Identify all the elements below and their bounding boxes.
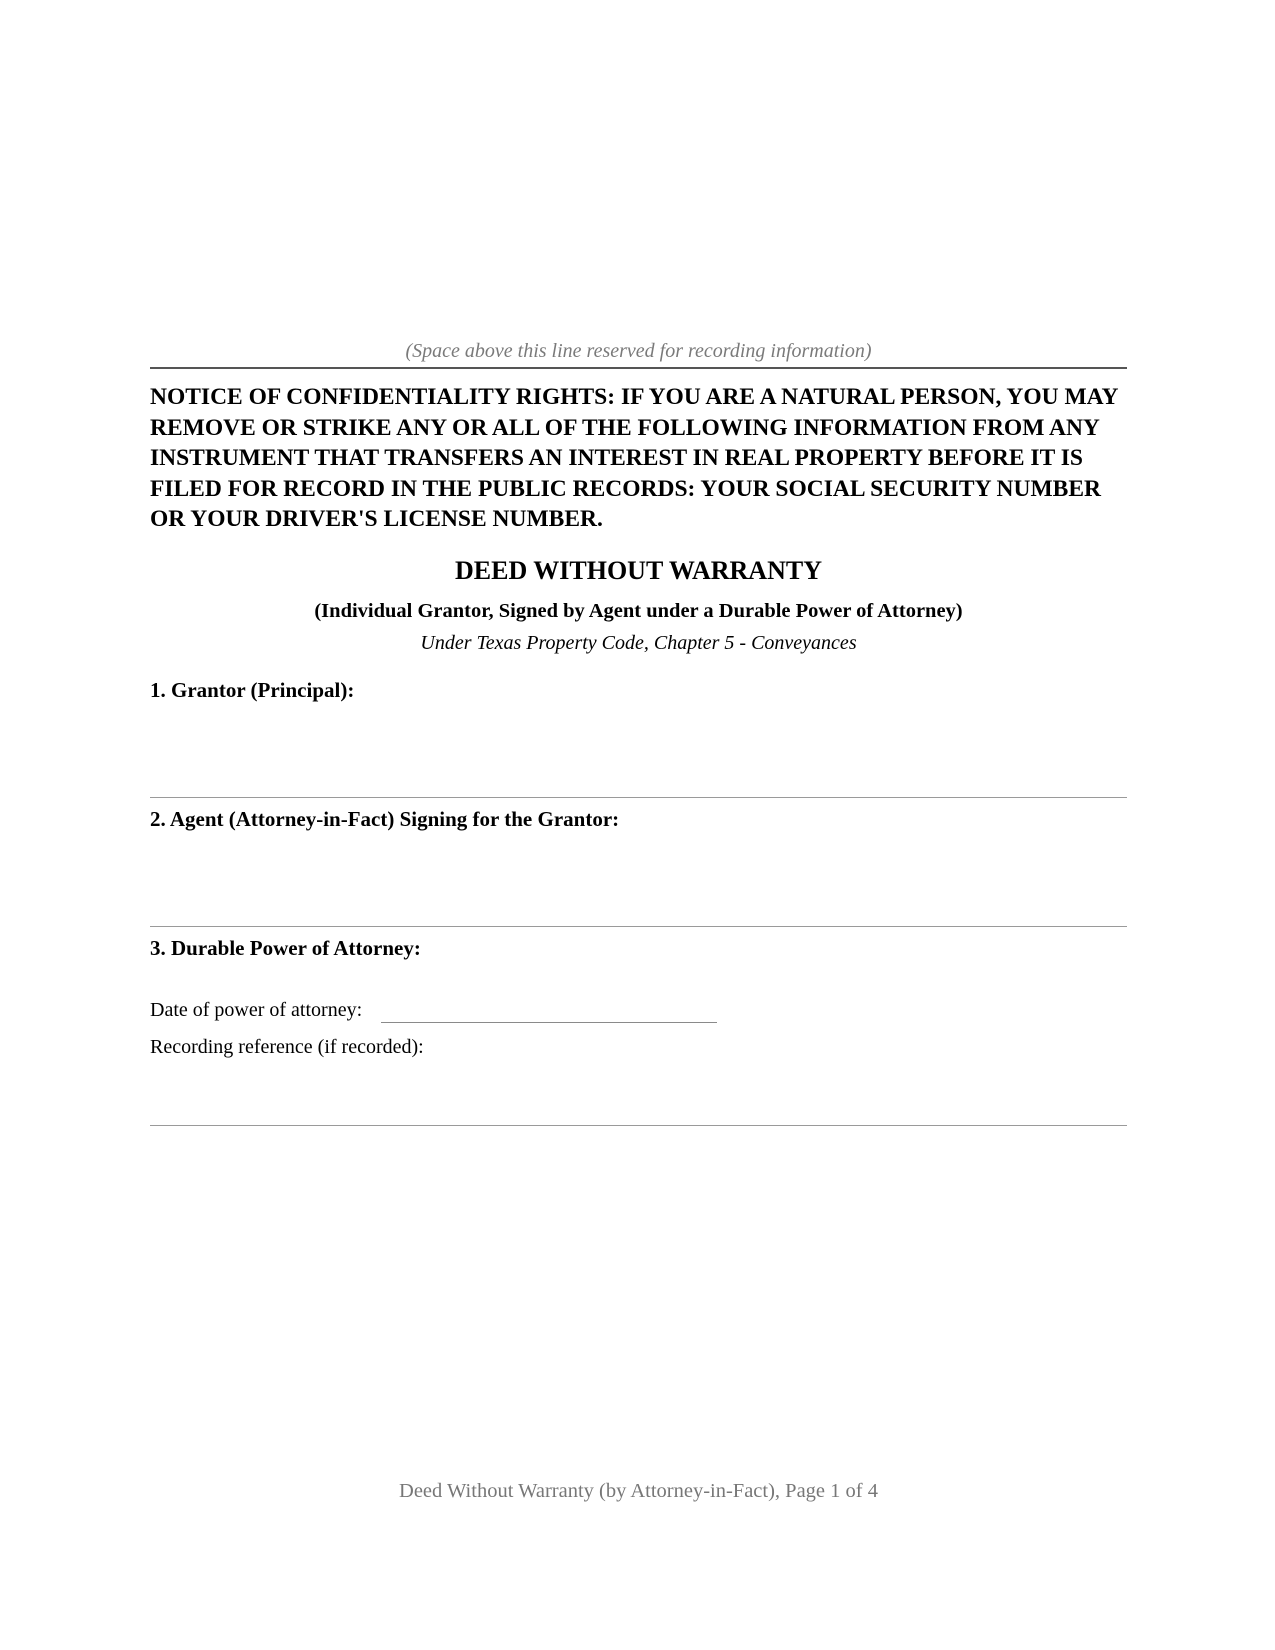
statutory-authority: Under Texas Property Code, Chapter 5 - Conveyances (420, 632, 857, 654)
recording-divider (150, 367, 1127, 369)
grantor-entry-line[interactable] (150, 797, 1127, 798)
poa-date-field[interactable] (381, 1022, 717, 1023)
agent-entry-line[interactable] (150, 926, 1127, 927)
poa-date-label: Date of power of attorney: (150, 999, 363, 1021)
confidentiality-notice: NOTICE OF CONFIDENTIALITY RIGHTS: IF YOU ARE A NATURAL PERSON, YOU MAY REMOVE OR STRIKE ANY OR ALL OF THE FOLLOWING INFORMATION FROM ANY INSTRUMENT THAT TRANSFERS AN INTEREST IN REAL PROPERTY BEFORE IT IS FILED FOR RECORD IN THE PUBLIC RECORDS: YOUR SOCIAL SECURITY NUMBER OR YOUR DRIVER'S LICENSE NUMBER. (150, 384, 1118, 532)
page-footer: Deed Without Warranty (by Attorney-in-Fact), Page 1 of 4 (399, 1480, 878, 1502)
recording-space-note: (Space above this line reserved for recording information) (405, 340, 872, 362)
document-title: DEED WITHOUT WARRANTY (455, 556, 822, 585)
recording-reference-label: Recording reference (if recorded): (150, 1036, 424, 1058)
document-subtitle: (Individual Grantor, Signed by Agent under a Durable Power of Attorney) (314, 600, 963, 622)
grantor-heading: 1. Grantor (Principal): (150, 678, 355, 702)
poa-heading: 3. Durable Power of Attorney: (150, 936, 421, 960)
agent-heading: 2. Agent (Attorney-in-Fact) Signing for the Grantor: (150, 807, 620, 831)
recording-reference-entry-line[interactable] (150, 1125, 1127, 1126)
